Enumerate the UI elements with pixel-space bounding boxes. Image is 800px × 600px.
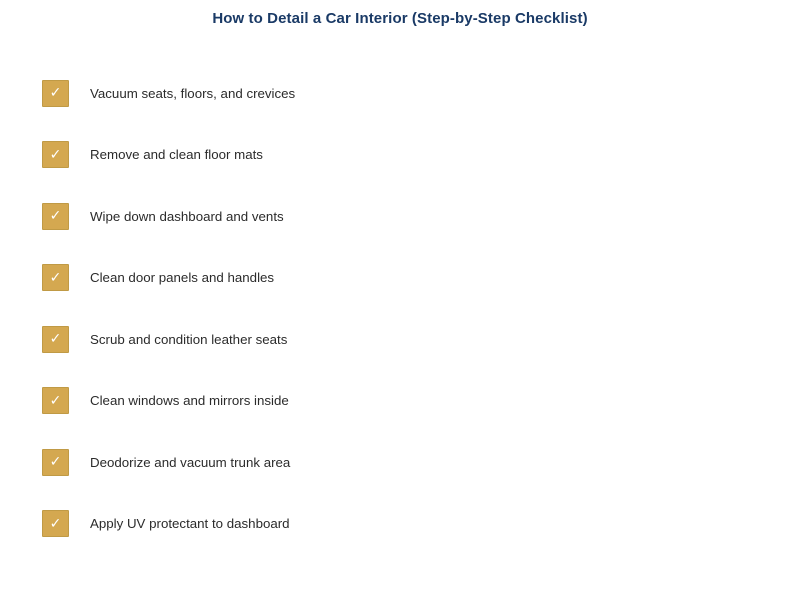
check-icon: ✓	[49, 208, 62, 224]
list-item[interactable]	[42, 79, 762, 107]
list-item[interactable]	[42, 387, 762, 415]
checkbox-windows-mirrors[interactable]	[42, 387, 69, 414]
checkbox-leather-seats[interactable]	[42, 326, 69, 353]
check-icon: ✓	[49, 454, 62, 470]
checkbox-trunk-area[interactable]	[42, 449, 69, 476]
list-item-label: Clean door panels and handles	[90, 270, 275, 285]
checkbox-uv-protectant[interactable]	[42, 510, 69, 537]
check-icon: ✓	[49, 146, 62, 163]
check-icon: ✓	[49, 515, 62, 532]
checkbox-dashboard-vents[interactable]	[42, 203, 69, 230]
list-item-label: Deodorize and vacuum trunk area	[90, 454, 291, 470]
list-item[interactable]	[42, 325, 762, 353]
list-item-label: Scrub and condition leather seats	[90, 331, 288, 347]
check-icon: ✓	[49, 85, 62, 101]
list-item-label: Remove and clean floor mats	[90, 147, 263, 162]
list-item[interactable]	[42, 141, 762, 169]
checkbox-vacuum-seats[interactable]	[42, 80, 69, 107]
list-item-label: Apply UV protectant to dashboard	[90, 516, 290, 531]
list-item[interactable]	[42, 448, 762, 476]
list-item-label: Vacuum seats, floors, and crevices	[90, 85, 296, 101]
check-icon: ✓	[49, 392, 62, 409]
list-item[interactable]	[42, 202, 762, 230]
checkbox-floor-mats[interactable]	[42, 141, 69, 168]
checkbox-door-panels[interactable]	[42, 264, 69, 291]
list-item-label: Wipe down dashboard and vents	[90, 208, 284, 224]
list-item[interactable]	[42, 510, 762, 538]
check-icon: ✓	[49, 269, 62, 286]
list-item-label: Clean windows and mirrors inside	[90, 393, 289, 408]
checklist	[42, 79, 762, 571]
list-item[interactable]	[42, 264, 762, 292]
check-icon: ✓	[49, 331, 62, 347]
page-title: How to Detail a Car Interior (Step-by-Step Checklist)	[212, 10, 588, 27]
